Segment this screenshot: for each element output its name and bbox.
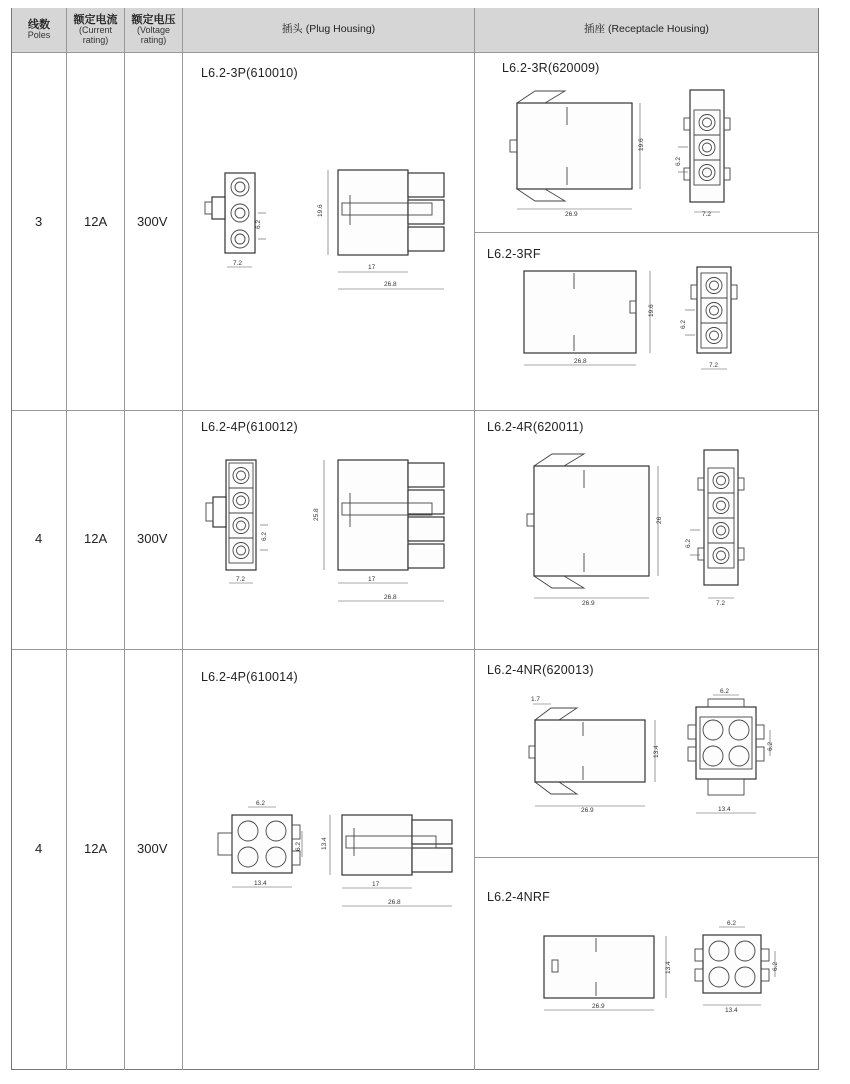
header-current-en2: rating) <box>82 34 109 45</box>
row1-voltage: 300V <box>137 214 168 229</box>
header-voltage-en1: (Voltage <box>136 25 171 36</box>
dim-label: 7.2 <box>702 211 712 218</box>
dim-label: 6.2 <box>680 319 687 329</box>
dim-label: 6.2 <box>295 841 302 851</box>
receptacle-front-view-4nr <box>680 685 780 825</box>
dim-label: 26 <box>656 516 663 524</box>
receptacle-side-view-4nr <box>525 692 675 822</box>
dim-label: 7.2 <box>716 600 726 607</box>
dim-label: 13.4 <box>653 745 660 758</box>
receptacle-model-row3b: L6.2-4NRF <box>487 890 550 904</box>
dim-label: 26.8 <box>384 281 397 288</box>
dim-label: 13.4 <box>254 880 267 887</box>
dim-label: 17 <box>368 264 376 271</box>
dim-label: 7.2 <box>709 362 719 369</box>
receptacle-model-row1a: L6.2-3R(620009) <box>502 61 600 75</box>
header-voltage-zh: 额定电压 <box>131 13 176 26</box>
sub-row-divider <box>475 232 818 233</box>
header-receptacle <box>475 8 818 52</box>
dim-label: 26.9 <box>592 1003 605 1010</box>
row3-poles: 4 <box>35 841 43 856</box>
row-divider <box>12 410 818 411</box>
dim-label: 26.8 <box>574 358 587 365</box>
receptacle-side-view-4nrf <box>538 930 688 1020</box>
plug-model-row2: L6.2-4P(610012) <box>201 420 298 434</box>
plug-front-view-4p <box>200 455 280 590</box>
dim-label: 7.2 <box>233 260 243 267</box>
sub-row-divider <box>475 857 818 858</box>
dim-label: 6.2 <box>256 800 266 807</box>
col-divider <box>182 8 183 1070</box>
plug-model-row3: L6.2-4P(610014) <box>201 670 298 684</box>
receptacle-side-view-3rf <box>518 265 668 375</box>
dim-label: 13.4 <box>321 837 328 850</box>
dim-label: 25.8 <box>313 508 320 521</box>
header-poles-zh: 线数 <box>28 18 50 31</box>
dim-label: 6.2 <box>261 531 268 541</box>
receptacle-model-row2: L6.2-4R(620011) <box>487 420 584 434</box>
row2-current: 12A <box>84 531 108 546</box>
col-divider <box>474 8 475 1070</box>
dim-label: 26.9 <box>565 211 578 218</box>
plug-front-view-3p <box>200 165 280 275</box>
col-divider <box>66 8 67 1070</box>
row3-current: 12A <box>84 841 108 856</box>
header-current-zh: 额定电流 <box>73 13 118 26</box>
header-voltage-en2: rating) <box>140 34 167 45</box>
header-poles-en: Poles <box>27 30 51 41</box>
dim-label: 13.4 <box>725 1007 738 1014</box>
dim-label: 13.4 <box>718 806 731 813</box>
dim-label: 19.6 <box>648 304 655 317</box>
row1-poles: 3 <box>35 214 43 229</box>
row2-voltage: 300V <box>137 531 168 546</box>
dim-label: 26.8 <box>384 594 397 601</box>
receptacle-front-view-4nrf <box>685 915 785 1015</box>
dim-label: 1.7 <box>531 696 541 703</box>
header-voltage <box>125 8 182 52</box>
dim-label: 6.2 <box>720 688 730 695</box>
receptacle-front-view-4r <box>680 448 750 613</box>
dim-label: 6.2 <box>727 920 737 927</box>
col-divider <box>124 8 125 1070</box>
receptacle-front-view-3rf <box>675 265 745 375</box>
row3-voltage: 300V <box>137 841 168 856</box>
dim-label: 17 <box>368 576 376 583</box>
dim-label: 13.4 <box>665 961 672 974</box>
receptacle-model-row3a: L6.2-4NR(620013) <box>487 663 594 677</box>
receptacle-front-view-3r <box>670 88 740 223</box>
header-plug-label: 插头 (Plug Housing) <box>281 23 376 36</box>
dim-label: 19.6 <box>638 138 645 151</box>
dim-label: 6.2 <box>772 961 779 971</box>
dim-label: 26.9 <box>581 807 594 814</box>
dim-label: 6.2 <box>685 538 692 548</box>
plug-front-view-4p-2x2 <box>210 795 310 895</box>
row-divider <box>12 649 818 650</box>
plug-model-row1: L6.2-3P(610010) <box>201 66 298 80</box>
header-receptacle-label: 插座 (Receptacle Housing) <box>584 23 709 36</box>
header-poles <box>12 8 66 52</box>
plug-side-view-3p <box>310 165 460 295</box>
receptacle-model-row1b: L6.2-3RF <box>487 247 541 261</box>
receptacle-side-view-4r <box>522 448 672 613</box>
plug-side-view-4p <box>310 455 460 605</box>
dim-label: 19.6 <box>317 204 324 217</box>
header-plug <box>183 8 474 52</box>
receptacle-side-view-3r <box>505 85 655 225</box>
header-current-en1: (Current <box>78 25 112 36</box>
plug-side-view-4p-2x2 <box>320 810 470 920</box>
row2-poles: 4 <box>35 531 43 546</box>
header-current <box>67 8 124 52</box>
dim-label: 26.9 <box>582 600 595 607</box>
dim-label: 7.2 <box>236 576 246 583</box>
dim-label: 26.8 <box>388 899 401 906</box>
dim-label: 6.2 <box>767 741 774 751</box>
dim-label: 6.2 <box>255 219 262 229</box>
row-divider <box>12 52 818 53</box>
row1-current: 12A <box>84 214 108 229</box>
dim-label: 6.2 <box>675 156 682 166</box>
dim-label: 17 <box>372 881 380 888</box>
